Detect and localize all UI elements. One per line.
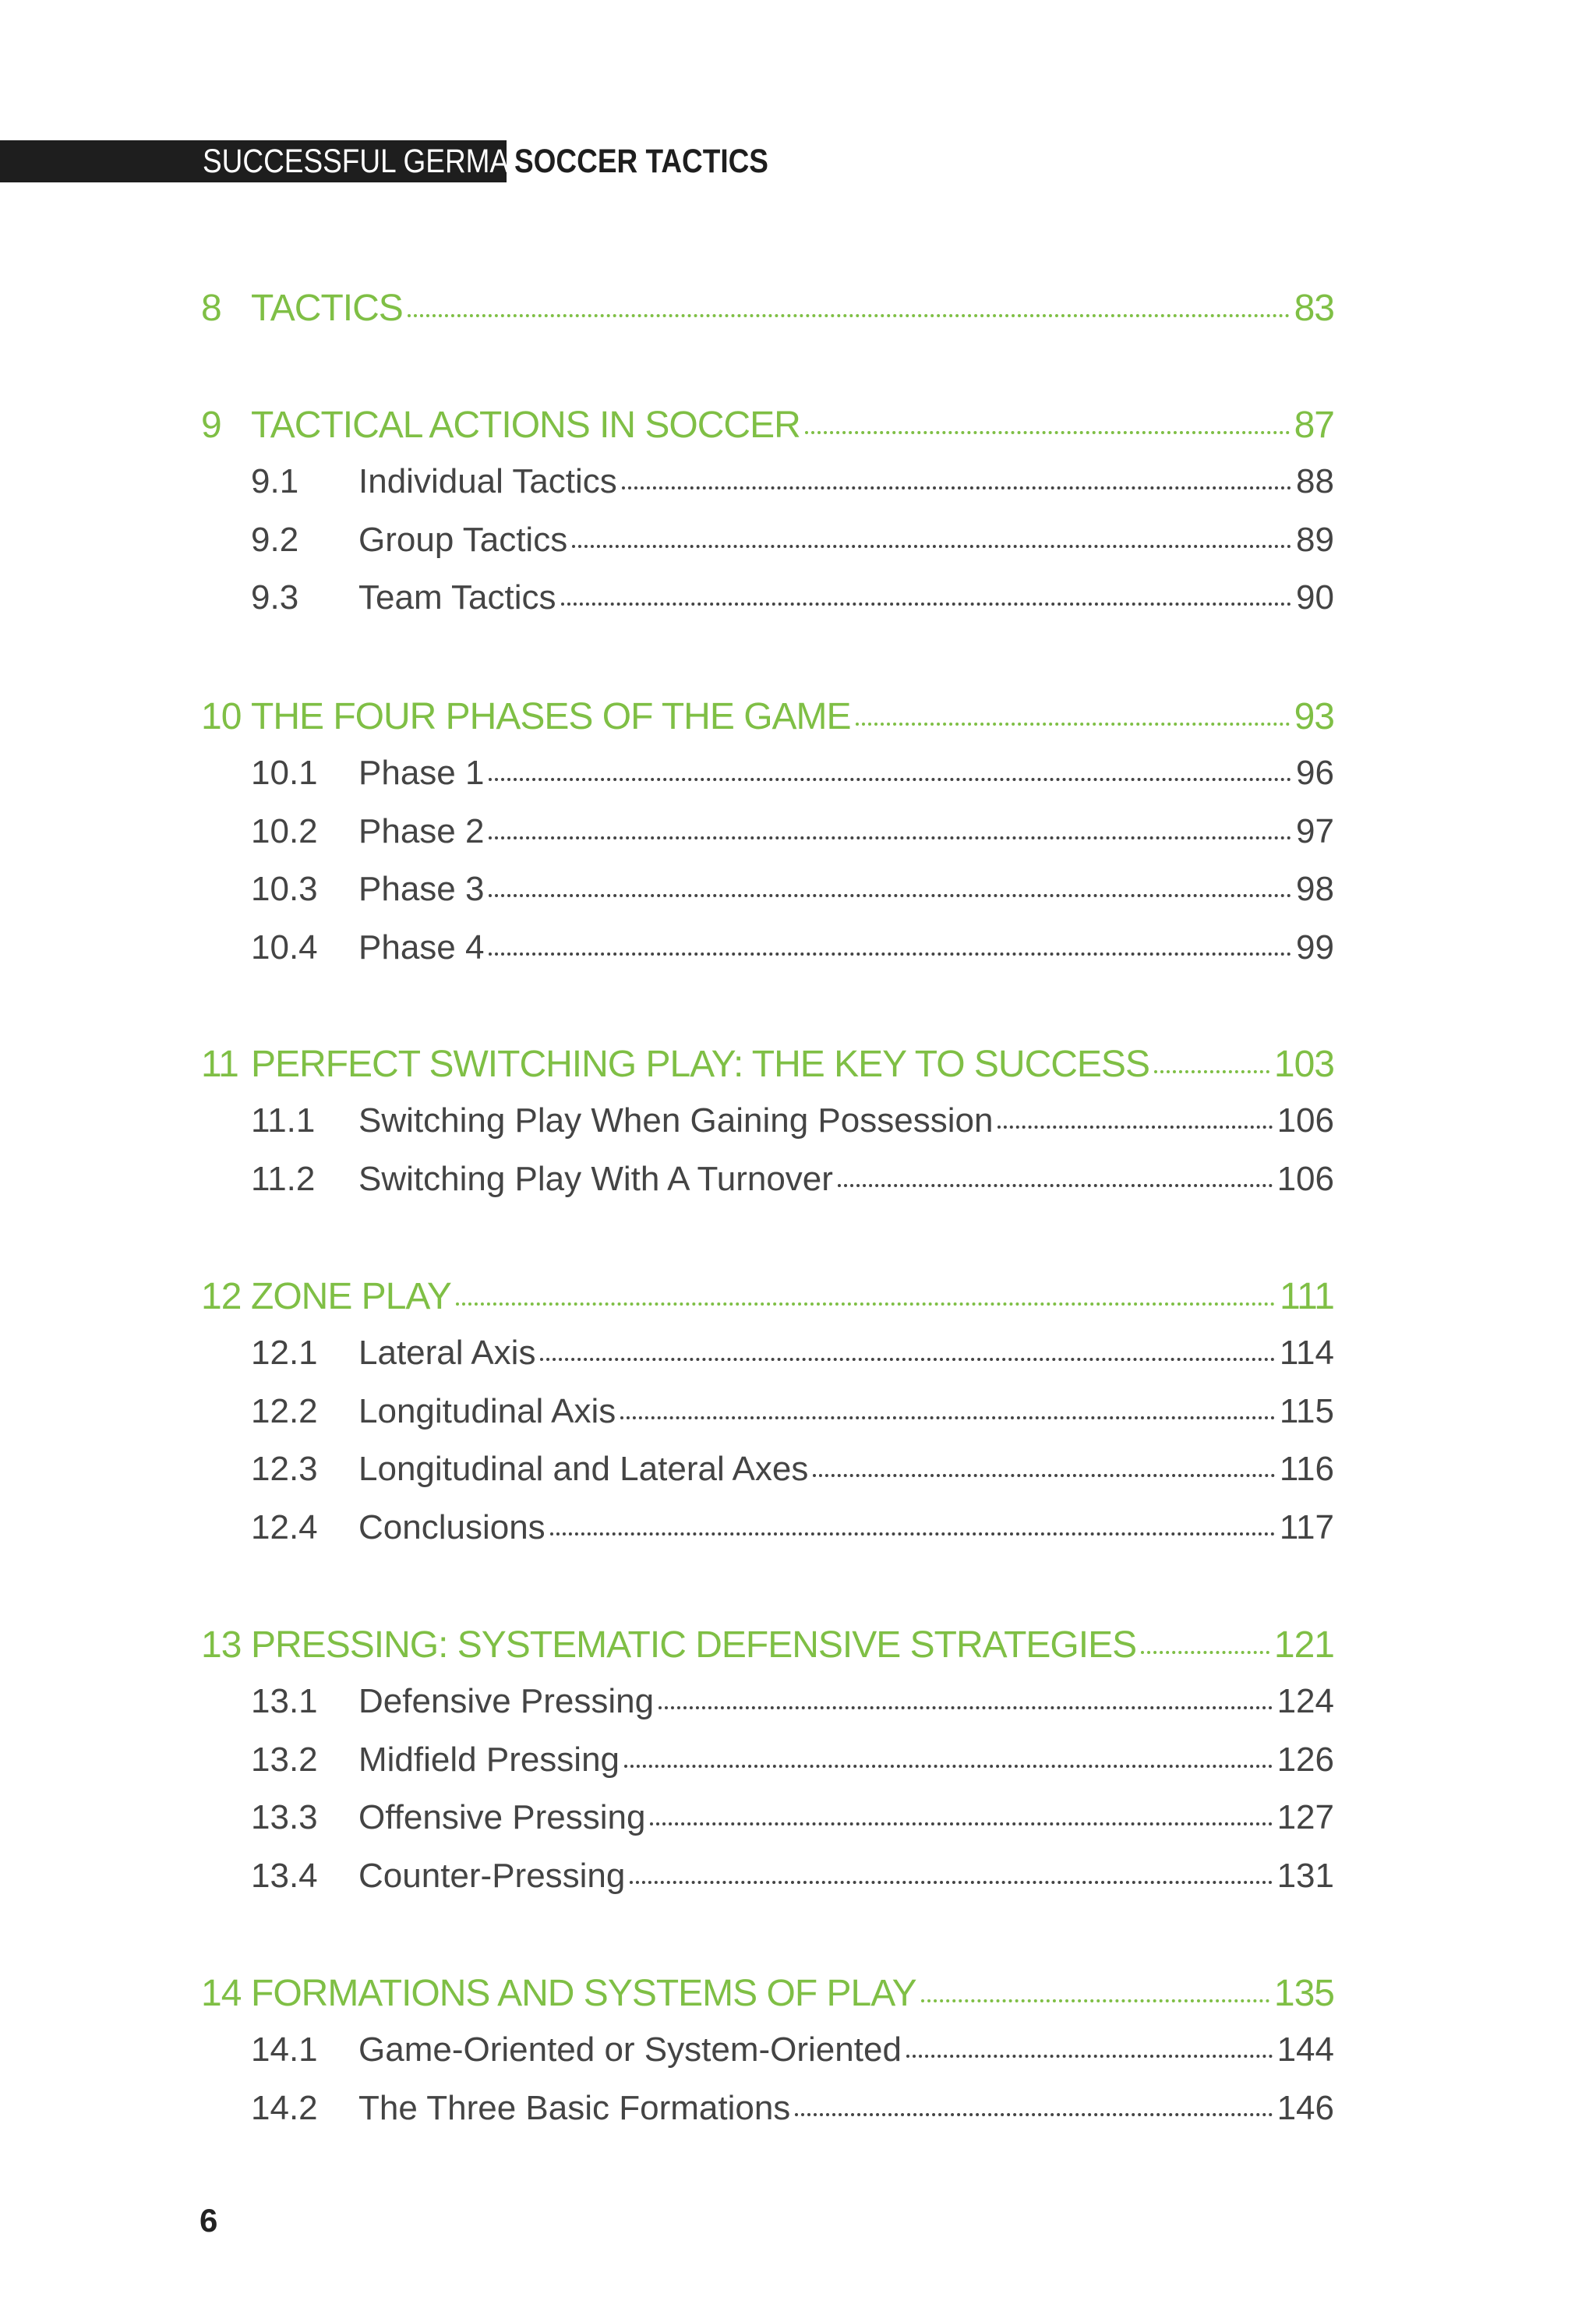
toc-entry-title: Game-Oriented or System-Oriented <box>358 2030 902 2069</box>
toc-entry-number: 14.2 <box>251 2088 318 2127</box>
toc-entry-title: PERFECT SWITCHING PLAY: THE KEY TO SUCCESS <box>251 1044 1149 1085</box>
toc-entry-page: 126 <box>1276 1740 1334 1779</box>
toc-entry-title: Switching Play With A Turnover <box>358 1159 833 1198</box>
toc-entry-title: Group Tactics <box>358 520 568 559</box>
toc-entry-title: THE FOUR PHASES OF THE GAME <box>251 696 851 737</box>
dot-leader <box>1141 1651 1269 1654</box>
toc-entry-number: 14 <box>201 1973 242 2014</box>
page-number: 6 <box>200 2202 218 2239</box>
toc-chapter-9[interactable] <box>201 404 1334 447</box>
toc-entry-number: 13.1 <box>251 1682 318 1720</box>
toc-entry-page: 89 <box>1296 520 1334 559</box>
dot-leader <box>805 431 1290 434</box>
dot-leader <box>813 1474 1275 1477</box>
toc-entry-page: 106 <box>1276 1159 1334 1198</box>
toc-entry-title: TACTICS <box>251 288 403 329</box>
running-header <box>203 140 768 182</box>
toc-entry-title: Longitudinal Axis <box>358 1391 616 1430</box>
toc-entry-number: 12.4 <box>251 1507 318 1546</box>
toc-entry-number: 10.2 <box>251 811 318 850</box>
toc-entry-number: 12 <box>201 1276 242 1317</box>
toc-entry-number: 9 <box>201 405 221 446</box>
dot-leader <box>838 1184 1273 1187</box>
dot-leader <box>620 1416 1275 1419</box>
dot-leader <box>650 1822 1272 1825</box>
toc-entry-page: 116 <box>1279 1450 1334 1488</box>
dot-leader <box>572 545 1291 548</box>
toc-entry-page: 98 <box>1296 870 1334 908</box>
toc-section-10-2[interactable] <box>251 812 1334 851</box>
toc-section-9-3[interactable] <box>251 578 1334 617</box>
toc-entry-title: Longitudinal and Lateral Axes <box>358 1450 809 1488</box>
toc-section-12-4[interactable] <box>251 1508 1334 1547</box>
toc-entry-number: 9.3 <box>251 578 299 617</box>
toc-entry-page: 124 <box>1276 1682 1334 1720</box>
dot-leader <box>561 603 1292 606</box>
dot-leader <box>489 836 1291 839</box>
toc-entry-page: 111 <box>1280 1276 1334 1317</box>
toc-entry-number: 12.2 <box>251 1391 318 1430</box>
toc-entry-page: 93 <box>1294 696 1334 737</box>
toc-section-13-1[interactable] <box>251 1682 1334 1721</box>
toc-entry-title: Lateral Axis <box>358 1334 536 1372</box>
toc-entry-page: 90 <box>1296 578 1334 617</box>
toc-entry-number: 12.1 <box>251 1334 318 1372</box>
toc-chapter-14[interactable] <box>201 1972 1334 2015</box>
toc-entry-page: 117 <box>1279 1507 1334 1546</box>
dot-leader <box>921 1999 1269 2002</box>
toc-entry-title: Phase 1 <box>358 754 485 792</box>
toc-entry-title: Phase 3 <box>358 870 485 908</box>
running-header-series: SUCCESSFUL GERMAN <box>203 142 530 180</box>
toc-entry-number: 11.2 <box>251 1159 316 1198</box>
dot-leader <box>1154 1070 1269 1073</box>
dot-leader <box>795 2113 1272 2116</box>
toc-entry-number: 11 <box>201 1044 238 1085</box>
dot-leader <box>659 1706 1273 1709</box>
dot-leader <box>540 1358 1274 1361</box>
toc-entry-number: 9.1 <box>251 462 299 500</box>
toc-entry-title: The Three Basic Formations <box>358 2088 791 2127</box>
toc-entry-number: 13.3 <box>251 1798 318 1836</box>
toc-entry-page: 99 <box>1296 928 1334 967</box>
toc-entry-number: 13.2 <box>251 1740 318 1779</box>
toc-entry-number: 10 <box>201 696 242 737</box>
toc-section-12-2[interactable] <box>251 1392 1334 1431</box>
toc-entry-page: 96 <box>1296 754 1334 792</box>
toc-entry-page: 114 <box>1279 1334 1334 1372</box>
toc-entry-title: TACTICAL ACTIONS IN SOCCER <box>251 405 800 446</box>
toc-entry-title: FORMATIONS AND SYSTEMS OF PLAY <box>251 1973 916 2014</box>
toc-section-12-1[interactable] <box>251 1334 1334 1373</box>
toc-section-11-1[interactable] <box>251 1101 1334 1140</box>
toc-entry-title: Phase 4 <box>358 928 485 967</box>
toc-entry-page: 144 <box>1276 2030 1334 2069</box>
dot-leader <box>998 1126 1272 1129</box>
toc-entry-title: Defensive Pressing <box>358 1682 655 1720</box>
running-header-title: SOCCER TACTICS <box>514 142 768 180</box>
toc-section-13-3[interactable] <box>251 1798 1334 1837</box>
toc-chapter-13[interactable] <box>201 1624 1334 1666</box>
toc-section-12-3[interactable] <box>251 1450 1334 1489</box>
toc-entry-page: 87 <box>1294 405 1334 446</box>
toc-entry-title: Offensive Pressing <box>358 1798 646 1836</box>
toc-entry-number: 8 <box>201 288 221 329</box>
toc-entry-title: Counter-Pressing <box>358 1856 626 1895</box>
toc-entry-page: 103 <box>1273 1044 1334 1085</box>
toc-entry-title: PRESSING: SYSTEMATIC DEFENSIVE STRATEGIES <box>251 1624 1137 1666</box>
toc-section-9-1[interactable] <box>251 462 1334 501</box>
toc-entry-title: Individual Tactics <box>358 462 617 500</box>
dot-leader <box>856 723 1290 726</box>
dot-leader <box>489 952 1291 956</box>
dot-leader <box>630 1881 1272 1884</box>
dot-leader <box>622 486 1291 489</box>
toc-entry-number: 10.1 <box>251 754 318 792</box>
dot-leader <box>456 1302 1275 1306</box>
toc-entry-page: 115 <box>1279 1391 1334 1430</box>
toc-chapter-8[interactable] <box>201 287 1334 330</box>
toc-entry-title: Conclusions <box>358 1507 546 1546</box>
toc-section-14-1[interactable] <box>251 2030 1334 2069</box>
toc-chapter-12[interactable] <box>201 1275 1334 1318</box>
toc-chapter-10[interactable] <box>201 695 1334 738</box>
dot-leader <box>489 894 1291 897</box>
toc-chapter-11[interactable] <box>201 1043 1334 1086</box>
toc-entry-page: 131 <box>1276 1856 1334 1895</box>
toc-section-11-2[interactable] <box>251 1160 1334 1199</box>
toc-entry-page: 121 <box>1273 1624 1334 1666</box>
toc-section-10-1[interactable] <box>251 754 1334 793</box>
toc-entry-page: 83 <box>1294 288 1334 329</box>
toc-section-14-2[interactable] <box>251 2089 1334 2128</box>
toc-entry-number: 14.1 <box>251 2030 318 2069</box>
toc-entry-number: 10.4 <box>251 928 318 967</box>
toc-entry-page: 88 <box>1296 462 1334 500</box>
toc-entry-number: 10.3 <box>251 870 318 908</box>
toc-section-13-4[interactable] <box>251 1857 1334 1896</box>
dot-leader <box>624 1765 1273 1768</box>
toc-section-10-3[interactable] <box>251 870 1334 909</box>
toc-entry-number: 9.2 <box>251 520 299 559</box>
toc-entry-page: 135 <box>1273 1973 1334 2014</box>
dot-leader <box>408 314 1290 317</box>
toc-entry-title: Midfield Pressing <box>358 1740 620 1779</box>
toc-section-13-2[interactable] <box>251 1741 1334 1779</box>
toc-entry-title: ZONE PLAY <box>251 1276 451 1317</box>
toc-entry-number: 12.3 <box>251 1450 318 1488</box>
toc-entry-number: 13.4 <box>251 1856 318 1895</box>
toc-entry-number: 13 <box>201 1624 242 1666</box>
dot-leader <box>489 778 1291 781</box>
toc-section-9-2[interactable] <box>251 521 1334 560</box>
toc-entry-page: 127 <box>1276 1798 1334 1836</box>
toc-entry-title: Switching Play When Gaining Possession <box>358 1101 994 1140</box>
toc-entry-page: 106 <box>1276 1101 1334 1140</box>
toc-section-10-4[interactable] <box>251 928 1334 967</box>
toc-entry-title: Team Tactics <box>358 578 556 617</box>
toc-entry-title: Phase 2 <box>358 811 485 850</box>
toc-entry-number: 11.1 <box>251 1101 316 1140</box>
toc-entry-page: 97 <box>1296 811 1334 850</box>
dot-leader <box>550 1532 1275 1536</box>
dot-leader <box>906 2055 1273 2058</box>
toc-entry-page: 146 <box>1276 2088 1334 2127</box>
